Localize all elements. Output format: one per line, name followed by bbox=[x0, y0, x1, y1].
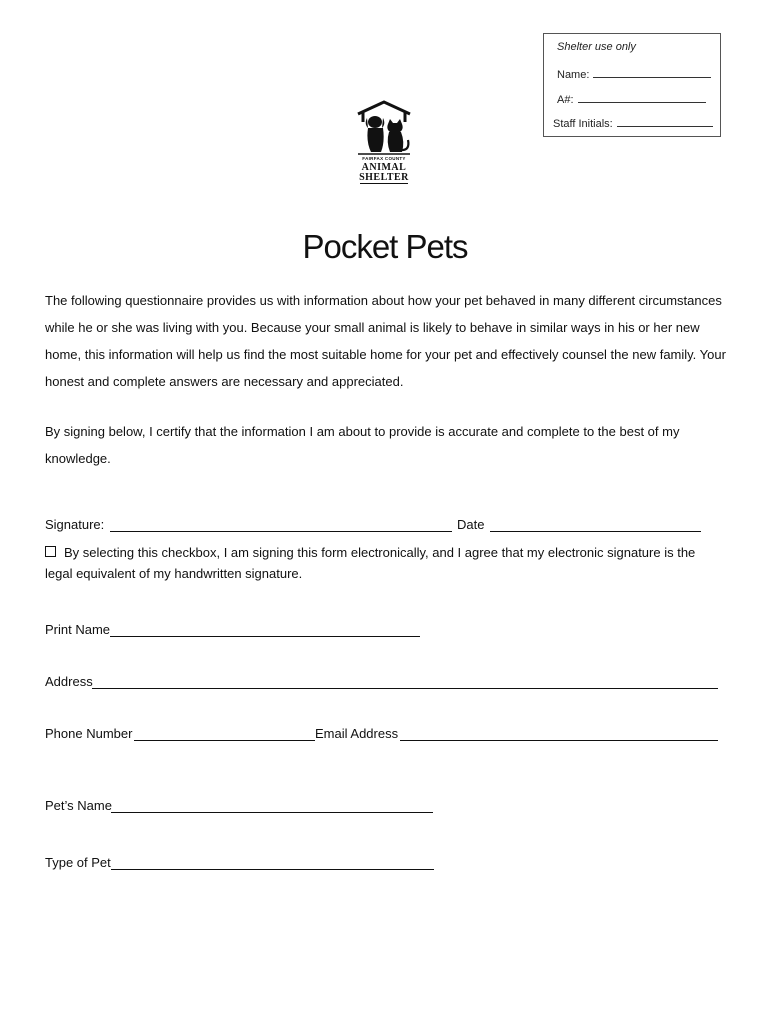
logo-animal-text: ANIMAL bbox=[361, 162, 407, 173]
date-label: Date bbox=[457, 517, 485, 532]
page-title: Pocket Pets bbox=[302, 228, 468, 265]
e-signature-statement bbox=[45, 542, 725, 584]
certify-paragraph: By signing below, I certify that the information I am about to provide is accurate and complete to the best of my knowledge. bbox=[45, 424, 680, 466]
phone-line[interactable] bbox=[134, 740, 315, 741]
shelter-name-row bbox=[557, 67, 711, 81]
shelter-staff-line[interactable] bbox=[617, 116, 713, 127]
pet-name-line[interactable] bbox=[111, 812, 433, 813]
signature-label: Signature: bbox=[45, 517, 105, 532]
shelter-anum-line[interactable] bbox=[578, 92, 706, 103]
shelter-anum-row bbox=[557, 92, 706, 106]
logo-county-text: FAIRFAX COUNTY bbox=[362, 156, 406, 161]
email-line[interactable] bbox=[400, 740, 718, 741]
pet-type-label: Type of Pet bbox=[45, 855, 111, 870]
e-signature-checkbox[interactable] bbox=[45, 546, 56, 557]
shelter-name-line[interactable] bbox=[593, 67, 711, 78]
shelter-logo bbox=[356, 100, 412, 186]
print-name-label: Print Name bbox=[45, 622, 111, 637]
shelter-use-box bbox=[543, 33, 721, 137]
logo-shelter-text: SHELTER bbox=[359, 172, 409, 183]
print-name-line[interactable] bbox=[110, 636, 420, 637]
shelter-staff-row bbox=[553, 116, 713, 130]
shelter-box-title: Shelter use only bbox=[557, 41, 636, 53]
email-label: Email Address bbox=[315, 726, 399, 741]
pet-type-line[interactable] bbox=[111, 869, 434, 870]
logo-rule bbox=[360, 183, 408, 184]
address-line[interactable] bbox=[92, 688, 718, 689]
intro-paragraph: The following questionnaire provides us with information about how your pet behaved in many different circumstances while he or she was living with you. Because your small animal is likely to behave in similar ways in his or her new home, this information will help us find the most suitable home for your pet and effectively counsel the new family. Your honest and complete answers are necessary and appreciated. bbox=[45, 293, 726, 389]
signature-line[interactable] bbox=[110, 531, 452, 532]
date-line[interactable] bbox=[490, 531, 701, 532]
phone-label: Phone Number bbox=[45, 726, 133, 741]
pet-name-label: Pet’s Name bbox=[45, 798, 112, 813]
shelter-name-label: Name: bbox=[557, 69, 590, 81]
address-label: Address bbox=[45, 674, 93, 689]
e-signature-text: By selecting this checkbox, I am signing this form electronically, and I agree that my electronic signature is the legal equivalent of my handwritten signature. bbox=[45, 545, 696, 581]
shelter-anum-label: A#: bbox=[557, 94, 574, 106]
dog-cat-house-icon bbox=[356, 100, 412, 156]
shelter-staff-label: Staff Initials: bbox=[553, 118, 613, 130]
